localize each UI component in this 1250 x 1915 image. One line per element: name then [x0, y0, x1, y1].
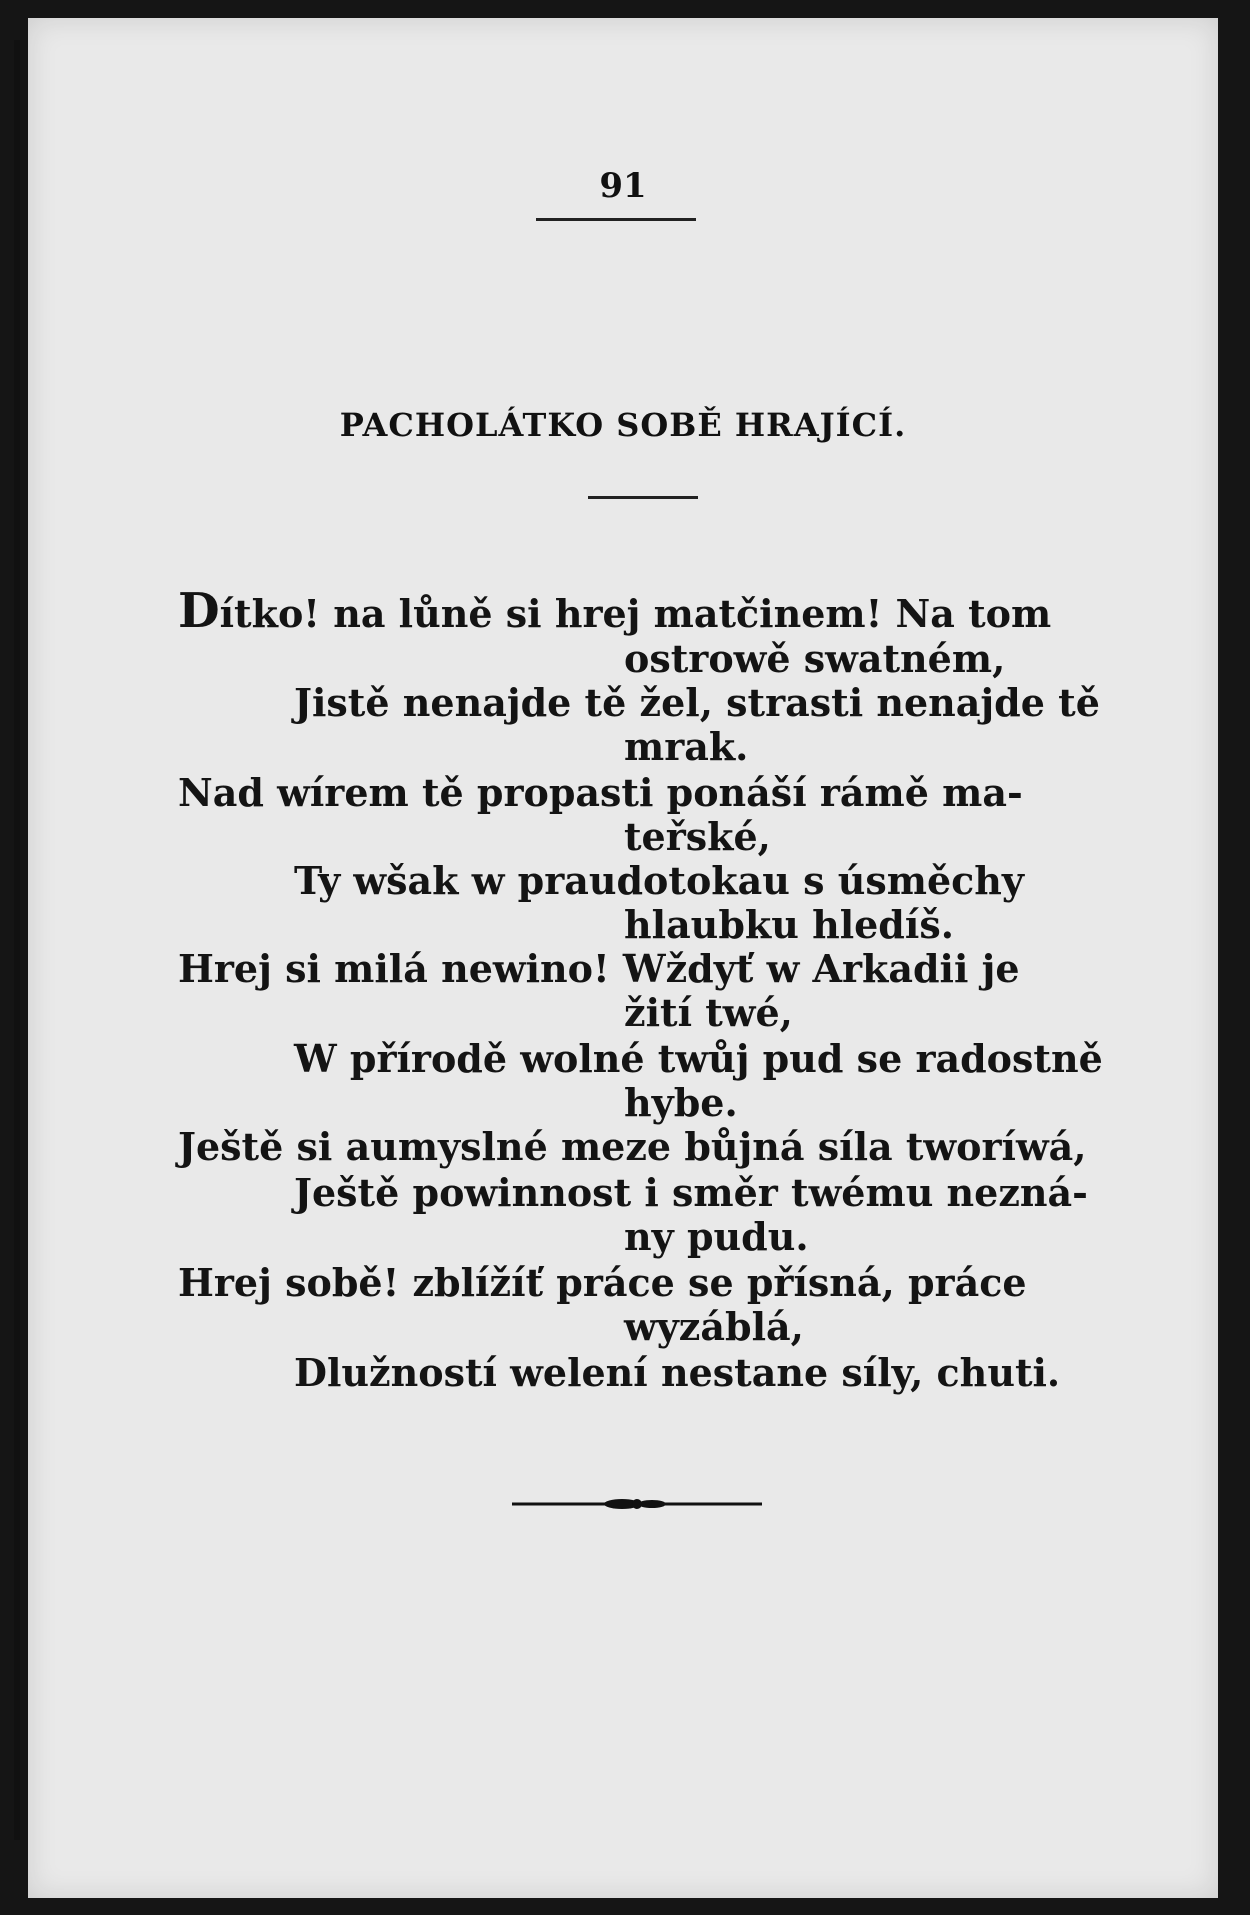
poem-line-14: Ještě powinnost i směr twému nezná- [294, 1170, 1088, 1215]
poem-line-18: Dlužností welení nestane síly, chuti. [294, 1350, 1061, 1395]
poem-line-11: W přírodě wolné twůj pud se radostně [294, 1036, 1103, 1081]
poem-line-9: Hrej si milá newino! Wždyť w Arkadii je [178, 946, 1020, 991]
end-ornament [512, 1494, 762, 1514]
poem-title: PACHOLÁTKO SOBĚ HRAJÍCÍ. [339, 406, 907, 444]
title-rule [588, 496, 698, 499]
poem-line-2: ostrowě swatném, [624, 636, 1006, 681]
poem-line-8: hlaubku hledíš. [624, 902, 954, 947]
poem-line-4: mrak. [624, 724, 749, 769]
poem-line-1 [178, 583, 1052, 639]
poem-line-6: teřské, [624, 814, 771, 859]
poem-line-16: Hrej sobě! zblížíť práce se přísná, práce [178, 1260, 1027, 1305]
poem-line-1-text: ítko! na lůně si hrej matčinem! Na tom [219, 591, 1052, 636]
poem-line-10: žití twé, [624, 990, 793, 1035]
poem-line-3: Jistě nenajde tě žel, strasti nenajde tě [294, 680, 1100, 725]
page-number: 91 [599, 166, 647, 206]
page-number-rule [536, 218, 696, 221]
book-spine-shadow [14, 40, 20, 1840]
poem-line-7: Ty wšak w praudotokau s úsměchy [294, 858, 1024, 903]
poem-line-12: hybe. [624, 1080, 738, 1125]
book-page [28, 18, 1218, 1898]
poem-line-17: wyzáblá, [624, 1304, 804, 1349]
drop-cap: D [178, 583, 220, 639]
poem-line-5: Nad wírem tě propasti ponáší rámě ma- [178, 770, 1023, 815]
poem-line-15: ny pudu. [624, 1214, 809, 1259]
poem-line-13: Ještě si aumyslné meze bůjná síla tworíwá, [178, 1124, 1087, 1169]
